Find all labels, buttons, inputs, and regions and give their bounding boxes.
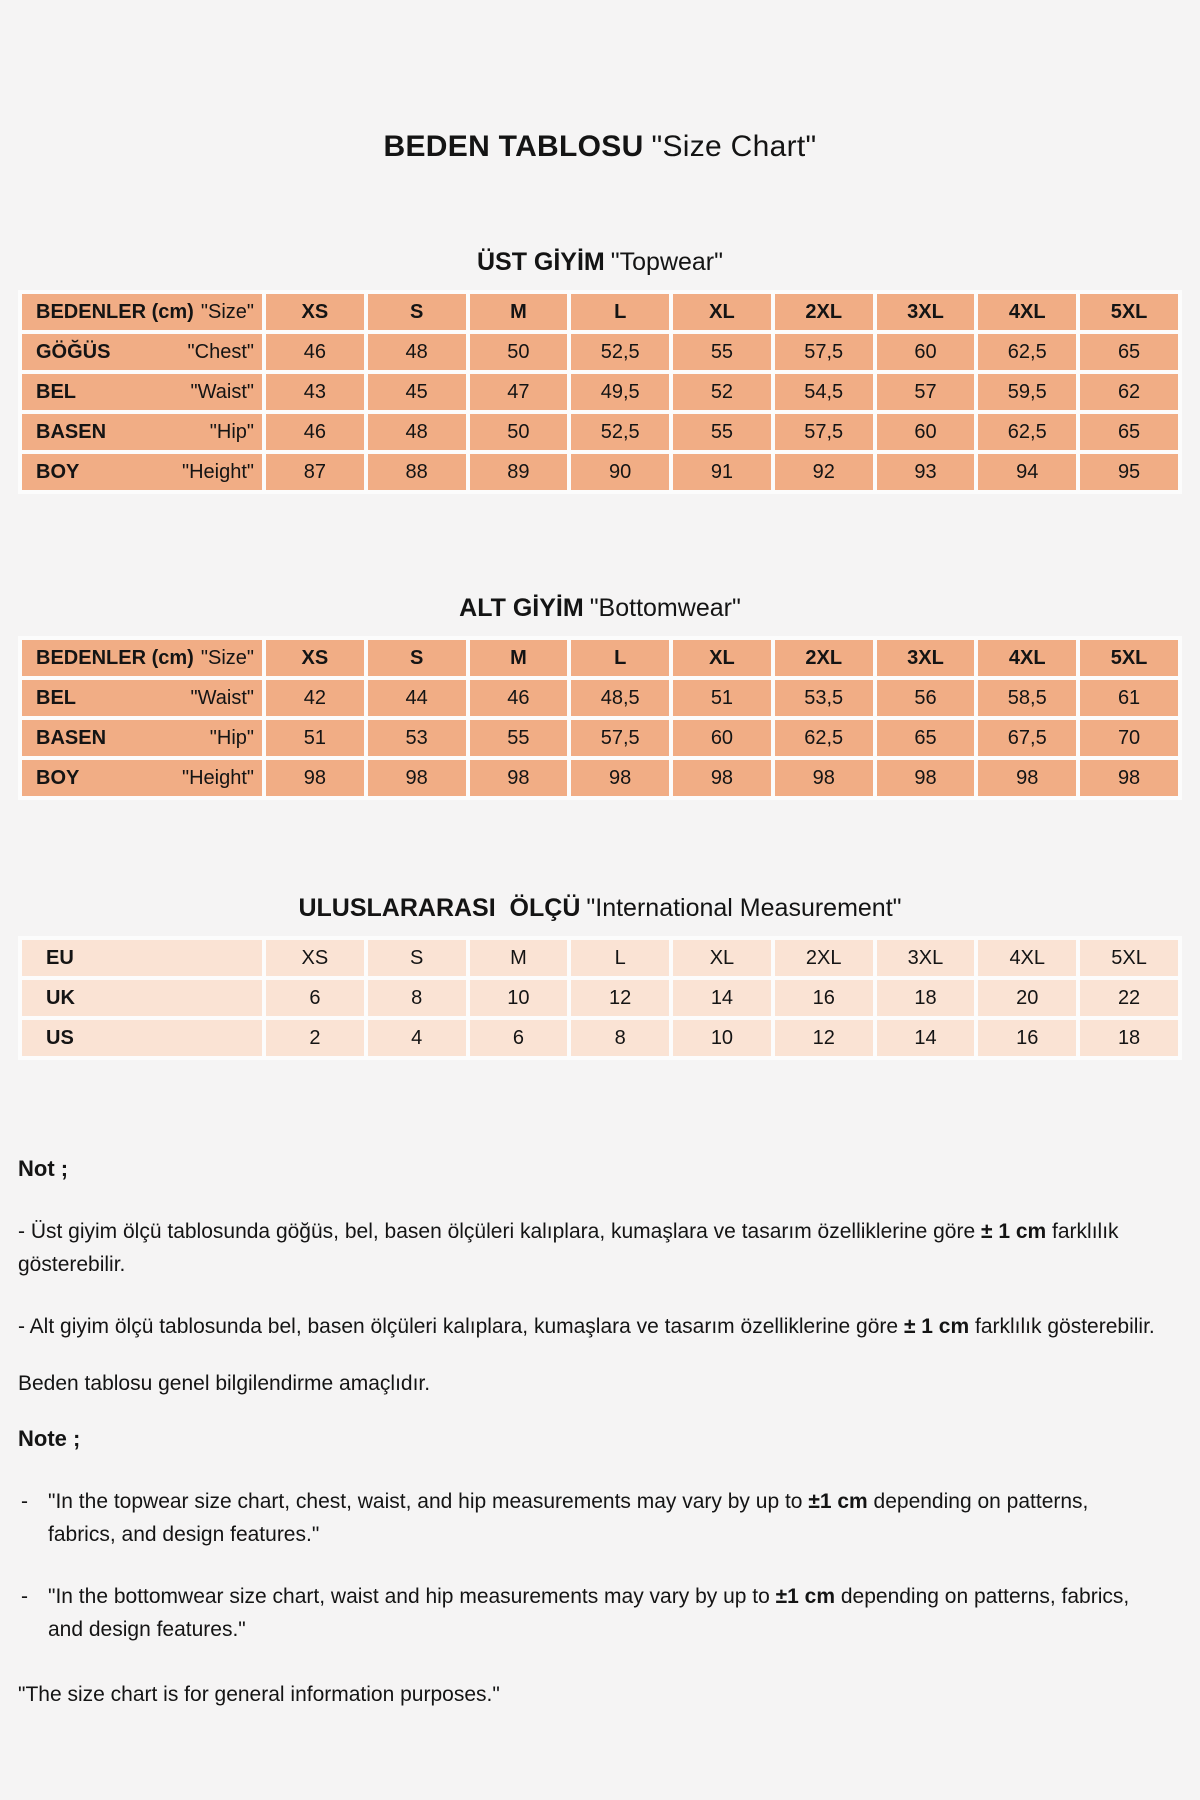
measurement-value: 62,5 [775,720,873,756]
measurement-value: 88 [368,454,466,490]
measurement-value: 8 [571,1020,669,1056]
note-text-wrap [48,1486,1160,1551]
measurement-value: 65 [1080,414,1178,450]
measurement-value: 98 [368,760,466,796]
page-title-main: BEDEN TABLOSU [383,130,644,163]
note-text: depending on patterns, fabrics, and design features." [48,1585,1130,1642]
measurement-value: 89 [470,454,568,490]
measurement-row [22,720,1178,756]
topwear-size-table [18,290,1182,494]
bullet-dash: - [21,1490,28,1514]
international-size-table [18,936,1182,1060]
row-label-cell [22,720,262,756]
measurement-value: 12 [571,980,669,1016]
measurement-value: M [470,940,568,976]
notes-section [0,1152,1200,1711]
measurement-value: 49,5 [571,374,669,410]
measurement-value: 60 [673,720,771,756]
measurement-value: 90 [571,454,669,490]
row-label-cell [22,1020,262,1056]
measurement-value: 87 [266,454,364,490]
measurement-value: 91 [673,454,771,490]
size-column-header: 5XL [1080,294,1178,330]
size-column-header: S [368,294,466,330]
measurement-value: 43 [266,374,364,410]
bottomwear-heading-english: "Bottomwear" [589,594,741,622]
row-label-cell [22,294,262,330]
measurement-value: 67,5 [978,720,1076,756]
measurement-row [22,760,1178,796]
row-label-turkish: BEDENLER (cm) [36,300,194,323]
measurement-value: 16 [775,980,873,1016]
topwear-note-english [18,1486,1160,1551]
size-column-header: 5XL [1080,640,1178,676]
size-column-header: 2XL [775,294,873,330]
measurement-value: 55 [470,720,568,756]
size-column-header: L [571,294,669,330]
measurement-value: 55 [673,414,771,450]
row-label-turkish: GÖĞÜS [36,340,111,363]
measurement-row [22,374,1178,410]
measurement-value: 57,5 [775,334,873,370]
row-label-turkish: BEL [36,686,76,709]
measurement-value: S [368,940,466,976]
row-label-turkish: BASEN [36,420,107,443]
row-label-cell [22,680,262,716]
measurement-value: XS [266,940,364,976]
measurement-value: 57,5 [775,414,873,450]
measurement-value: 10 [673,1020,771,1056]
measurement-value: 54,5 [775,374,873,410]
row-label-english: "Hip" [209,420,254,443]
bottomwear-section-heading [0,594,1200,623]
measurement-value: 18 [1080,1020,1178,1056]
measurement-value: 46 [266,414,364,450]
measurement-value: L [571,940,669,976]
measurement-value: 92 [775,454,873,490]
size-column-header: S [368,640,466,676]
size-header-row [22,294,1178,330]
topwear-section-heading [0,248,1200,277]
note-bold-tolerance: ±1 cm [775,1585,836,1609]
measurement-value: 53,5 [775,680,873,716]
measurement-value: 47 [470,374,568,410]
page-title [0,0,1200,164]
measurement-value: 57,5 [571,720,669,756]
measurement-row [22,414,1178,450]
measurement-value: 98 [673,760,771,796]
measurement-row [22,1020,1178,1056]
row-label-turkish: UK [46,986,75,1009]
measurement-value: 48 [368,414,466,450]
size-column-header: XL [673,640,771,676]
measurement-value: 95 [1080,454,1178,490]
measurement-value: 2 [266,1020,364,1056]
measurement-value: 51 [266,720,364,756]
measurement-value: 62,5 [978,414,1076,450]
measurement-value: 4 [368,1020,466,1056]
measurement-value: 20 [978,980,1076,1016]
size-column-header: 4XL [978,294,1076,330]
row-label-english: "Size" [200,646,254,669]
row-label-english: "Height" [181,766,254,789]
row-label-turkish: BASEN [36,726,107,749]
bottomwear-note-english [18,1581,1160,1646]
measurement-value: 98 [775,760,873,796]
measurement-value: 50 [470,414,568,450]
row-label-cell [22,334,262,370]
row-label-turkish: BOY [36,460,80,483]
measurement-value: 45 [368,374,466,410]
measurement-value: 52,5 [571,334,669,370]
measurement-value: 65 [1080,334,1178,370]
row-label-turkish: BOY [36,766,80,789]
row-label-english: "Waist" [190,380,254,403]
row-label-english: "Size" [200,300,254,323]
general-note-english: "The size chart is for general information purposes." [18,1682,500,1706]
size-column-header: XS [266,294,364,330]
measurement-value: 4XL [978,940,1076,976]
row-label-cell [22,374,262,410]
measurement-value: 98 [877,760,975,796]
size-column-header: L [571,640,669,676]
international-heading-turkish: ULUSLARARASI ÖLÇÜ [298,894,581,922]
measurement-value: 98 [978,760,1076,796]
measurement-value: 18 [877,980,975,1016]
measurement-value: XL [673,940,771,976]
measurement-value: 48,5 [571,680,669,716]
note-text: "In the bottomwear size chart, waist and hip measurements may vary by up to [48,1585,776,1609]
measurement-value: 6 [266,980,364,1016]
bottomwear-size-table [18,636,1182,800]
notes-heading-english: Note ; [18,1426,81,1452]
row-label-turkish: EU [46,946,74,969]
measurement-value: 14 [673,980,771,1016]
measurement-row [22,680,1178,716]
measurement-value: 16 [978,1020,1076,1056]
measurement-value: 46 [470,680,568,716]
measurement-value: 52 [673,374,771,410]
row-label-english: "Hip" [209,726,254,749]
measurement-value: 94 [978,454,1076,490]
measurement-value: 51 [673,680,771,716]
measurement-value: 98 [1080,760,1178,796]
measurement-row [22,940,1178,976]
note-text: "In the topwear size chart, chest, waist, and hip measurements may vary by up to [48,1490,809,1514]
row-label-cell [22,980,262,1016]
measurement-value: 57 [877,374,975,410]
note-text: - Alt giyim ölçü tablosunda bel, basen ölçüleri kalıplara, kumaşlara ve tasarım özelliklerine göre [18,1315,904,1339]
measurement-value: 58,5 [978,680,1076,716]
measurement-value: 48 [368,334,466,370]
measurement-value: 53 [368,720,466,756]
note-text: farklılık gösterebilir. [18,1220,1119,1276]
size-column-header: 3XL [877,294,975,330]
row-label-cell [22,454,262,490]
measurement-value: 46 [266,334,364,370]
measurement-value: 62,5 [978,334,1076,370]
measurement-value: 8 [368,980,466,1016]
row-label-cell [22,414,262,450]
row-label-turkish: BEL [36,380,76,403]
measurement-value: 10 [470,980,568,1016]
measurement-value: 50 [470,334,568,370]
measurement-value: 12 [775,1020,873,1056]
measurement-row [22,980,1178,1016]
measurement-value: 56 [877,680,975,716]
bottomwear-note-turkish [18,1311,1160,1344]
size-column-header: XL [673,294,771,330]
note-text: depending on patterns, fabrics, and design features." [48,1490,1089,1546]
topwear-heading-turkish: ÜST GİYİM [476,248,605,276]
international-heading-english: "International Measurement" [586,894,902,922]
size-column-header: 4XL [978,640,1076,676]
note-bold-tolerance: ±1 cm [808,1490,868,1514]
size-column-header: M [470,294,568,330]
measurement-value: 55 [673,334,771,370]
row-label-turkish: BEDENLER (cm) [36,646,194,669]
international-section-heading [0,894,1200,923]
measurement-value: 93 [877,454,975,490]
notes-heading-turkish: Not ; [18,1156,69,1181]
bottomwear-heading-turkish: ALT GİYİM [459,594,584,622]
row-label-turkish: US [46,1026,74,1049]
measurement-value: 14 [877,1020,975,1056]
measurement-value: 98 [266,760,364,796]
size-column-header: 2XL [775,640,873,676]
measurement-value: 70 [1080,720,1178,756]
measurement-value: 98 [470,760,568,796]
row-label-cell [22,640,262,676]
measurement-value: 61 [1080,680,1178,716]
bullet-dash: - [21,1585,28,1609]
measurement-value: 62 [1080,374,1178,410]
size-header-row [22,640,1178,676]
measurement-value: 52,5 [571,414,669,450]
measurement-value: 98 [571,760,669,796]
note-text: - Üst giyim ölçü tablosunda göğüs, bel, basen ölçüleri kalıplara, kumaşlara ve tasarım özelliklerine göre [18,1220,981,1244]
general-note-turkish: Beden tablosu genel bilgilendirme amaçlıdır. [18,1371,431,1395]
measurement-row [22,334,1178,370]
measurement-value: 59,5 [978,374,1076,410]
measurement-value: 42 [266,680,364,716]
measurement-value: 5XL [1080,940,1178,976]
measurement-value: 2XL [775,940,873,976]
measurement-row [22,454,1178,490]
measurement-value: 60 [877,334,975,370]
note-bold-tolerance: ± 1 cm [980,1220,1047,1244]
size-column-header: XS [266,640,364,676]
measurement-value: 6 [470,1020,568,1056]
measurement-value: 65 [877,720,975,756]
measurement-value: 44 [368,680,466,716]
measurement-value: 60 [877,414,975,450]
row-label-english: "Chest" [187,340,254,363]
measurement-value: 22 [1080,980,1178,1016]
row-label-cell [22,760,262,796]
row-label-cell [22,940,262,976]
note-text-wrap [48,1581,1160,1646]
topwear-note-turkish [18,1216,1160,1281]
row-label-english: "Waist" [190,686,254,709]
topwear-heading-english: "Topwear" [610,248,724,276]
measurement-value: 3XL [877,940,975,976]
note-bold-tolerance: ± 1 cm [903,1315,970,1339]
size-column-header: 3XL [877,640,975,676]
page-title-quote: "Size Chart" [651,130,817,163]
note-text: farklılık gösterebilir. [969,1315,1155,1339]
row-label-english: "Height" [181,460,254,483]
size-column-header: M [470,640,568,676]
